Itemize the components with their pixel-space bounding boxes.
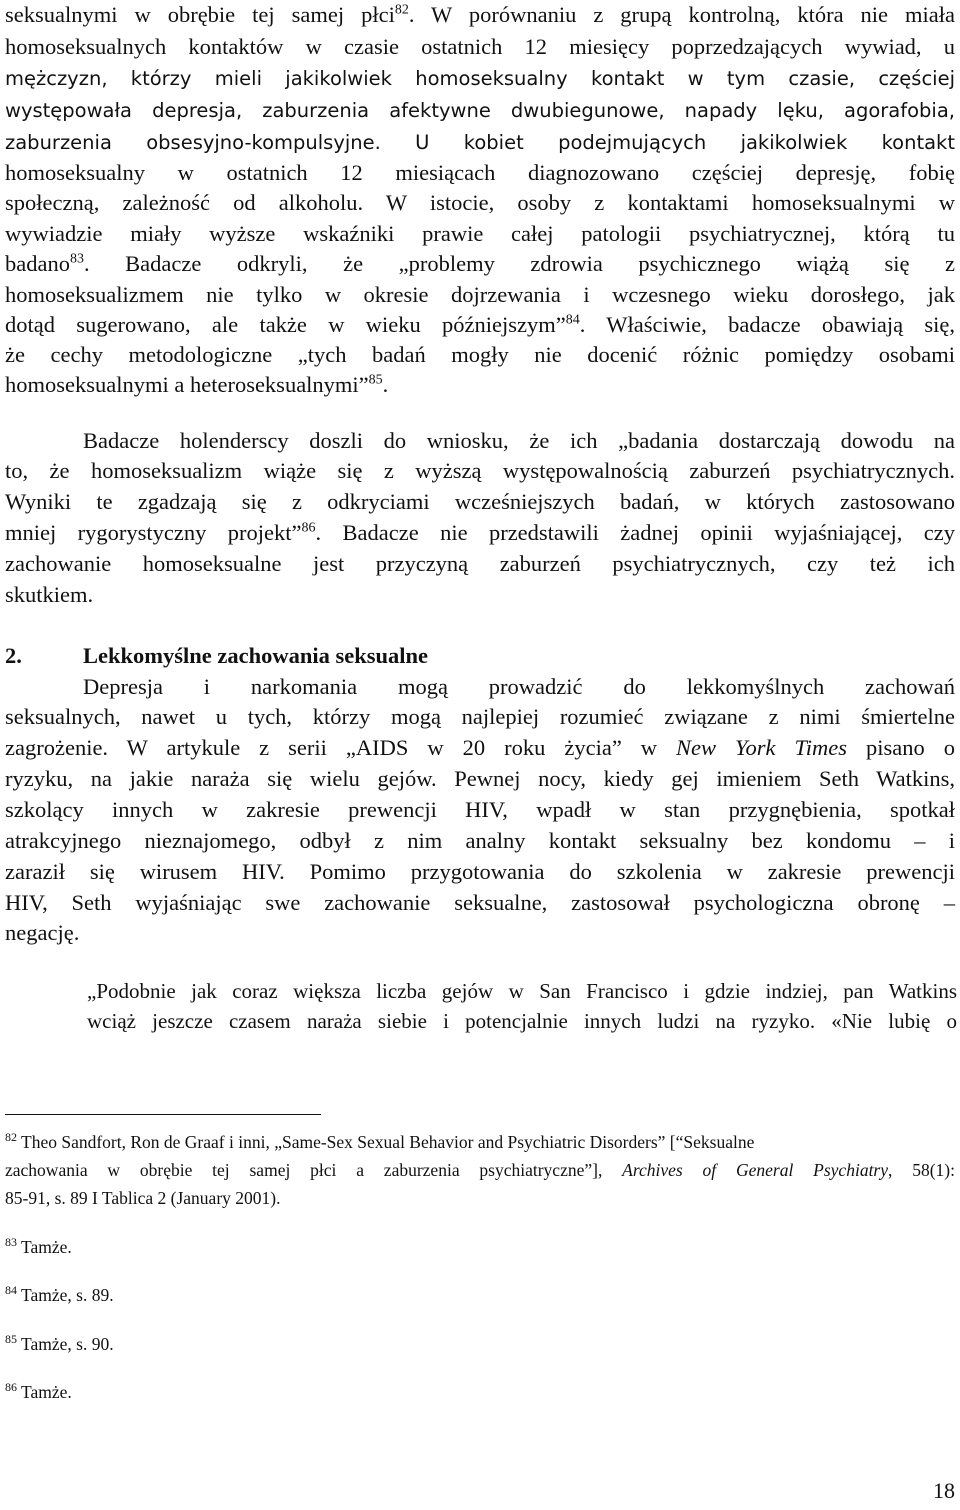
text-run: pisano o [847, 735, 955, 760]
text-run: . [382, 372, 389, 397]
body-line: Depresja i narkomania mogą prowadzić do lekkomyślnych zachowań [83, 674, 955, 699]
footnote-mark: 86 [5, 1380, 17, 1395]
text-run: . Badacze nie przedstawili żadnej opinii wyjaśniającej, czy [315, 520, 955, 545]
footnote-text: Tamże, s. 89. [21, 1285, 114, 1305]
footnote-ref[interactable]: 83 [69, 251, 84, 267]
section-heading [5, 641, 955, 671]
body-line: występowała depresja, zaburzenia afektywne dwubiegunowe, napady lęku, agorafobia, [5, 99, 955, 122]
body-line [5, 0, 955, 30]
footnote-83 [5, 1233, 955, 1261]
text-run: dotąd sugerowano, ale także w wieku późniejszym” [5, 312, 566, 337]
body-line: społeczną, zależność od alkoholu. W istocie, osoby z kontaktami homoseksualnymi w [5, 190, 955, 215]
footnote-text: Theo Sandfort, Ron de Graaf i inni, „Same-Sex Sexual Behavior and Psychiatric Disorders” [“Seksualne [21, 1132, 755, 1152]
footnote-ref[interactable]: 86 [301, 520, 316, 536]
body-line: homoseksualny w ostatnich 12 miesiącach diagnozowano częściej depresję, fobię [5, 160, 955, 185]
body-line: homoseksualizmem nie tylko w okresie dojrzewania i wczesnego wieku dorosłego, jak [5, 282, 955, 307]
footnote-ref[interactable]: 82 [394, 2, 409, 18]
body-line: zaraził się wirusem HIV. Pomimo przygotowania do szkolenia w zakresie prewencji [5, 859, 955, 884]
footnote-85 [5, 1330, 955, 1358]
publication-title: New York Times [676, 735, 847, 760]
footnote-text: Tamże, s. 90. [21, 1334, 114, 1354]
quote-line: wciąż jeszcze czasem naraża siebie i potencjalnie innych ludzi na ryzyko. «Nie lubię o [87, 1009, 957, 1033]
text-run: . Właściwie, badacze obawiają się, [579, 312, 955, 337]
text-run: zagrożenie. W artykule z serii „AIDS w 20 roku życia” w [5, 735, 677, 760]
text-run: homoseksualnymi a heteroseksualnymi” [5, 372, 369, 397]
body-line: HIV, Seth wyjaśniając swe zachowanie seksualne, zastosował psychologiczna obronę – [5, 890, 955, 915]
footnote-text: zachowania w obrębie tej samej płci a zaburzenia psychiatryczne”], [5, 1160, 623, 1180]
footnote-ref[interactable]: 85 [368, 372, 383, 388]
text-run: zaburzenia obsesyjno-kompulsyjne. U kobiet podejmujących jakikolwiek kontakt [5, 131, 955, 154]
body-line: wywiadzie miały wyższe wskaźniki prawie całej patologii psychiatrycznej, którą tu [5, 221, 955, 246]
text-run: . Badacze odkryli, że „problemy zdrowia psychicznego wiążą się z [83, 251, 955, 276]
body-line: Wyniki te zgadzają się z odkryciami wcześniejszych badań, w których zastosowano [5, 489, 955, 514]
body-line: że cechy metodologiczne „tych badań mogły nie docenić różnic pomiędzy osobami [5, 342, 955, 367]
body-line: szkolący innych w zakresie prewencji HIV, wpadł w stan przygnębienia, spotkał [5, 797, 955, 822]
footnote-text: Tamże. [21, 1237, 72, 1257]
footnote-text: Tamże. [21, 1382, 72, 1402]
text-run: mniej rygorystyczny projekt” [5, 520, 302, 545]
footnote-mark: 85 [5, 1332, 17, 1347]
footnote-mark: 84 [5, 1283, 17, 1298]
text-run: badano [5, 251, 70, 276]
body-line: homoseksualnych kontaktów w czasie ostatnich 12 miesięcy poprzedzających wywiad, u [5, 34, 955, 59]
body-line [5, 518, 955, 548]
footnote-mark: 83 [5, 1235, 17, 1250]
footnote-mark: 82 [5, 1130, 17, 1145]
footnote-text: , 58(1): [888, 1160, 955, 1180]
text-run: seksualnymi w obrębie tej samej płci [5, 2, 395, 27]
body-line [5, 127, 955, 157]
section-title: Lekkomyślne zachowania seksualne [83, 643, 429, 668]
body-line: negację. [5, 920, 80, 945]
body-line: ryzyku, na jakie naraża się wielu gejów. Pewnej nocy, kiedy gej imieniem Seth Watkins, [5, 766, 955, 791]
journal-title: Archives of General Psychiatry [622, 1160, 889, 1180]
body-line: atrakcyjnego nieznajomego, odbył z nim analny kontakt seksualny bez kondomu – i [5, 828, 955, 853]
body-line: Badacze holenderscy doszli do wniosku, że ich „badania dostarczają dowodu na [83, 428, 955, 453]
body-line: skutkiem. [5, 582, 94, 607]
body-line: zachowanie homoseksualne jest przyczyną zaburzeń psychiatrycznych, czy też ich [5, 551, 955, 576]
footnote-separator [5, 1114, 321, 1115]
body-line: seksualnych, nawet u tych, którzy mogą najlepiej rozumieć związane z nimi śmiertelne [5, 704, 955, 729]
footnote-82-line [5, 1156, 955, 1184]
section-number: 2. [5, 643, 22, 668]
body-line: mężczyzn, którzy mieli jakikolwiek homoseksualny kontakt w tym czasie, częściej [5, 67, 955, 90]
footnote-82-line: 85-91, s. 89 I Tablica 2 (January 2001). [5, 1188, 281, 1208]
footnote-84 [5, 1281, 955, 1309]
footnote-82 [5, 1128, 955, 1156]
body-line [5, 370, 955, 400]
body-line [5, 733, 955, 763]
text-run: . W porównaniu z grupą kontrolną, która nie miała [408, 2, 956, 27]
quote-line: „Podobnie jak coraz większa liczba gejów w San Francisco i gdzie indziej, pan Watkins [87, 979, 957, 1003]
body-line [5, 310, 955, 340]
page-number: 18 [933, 1478, 955, 1503]
body-line: to, że homoseksualizm wiąże się z wyższą występowalnością zaburzeń psychiatrycznych. [5, 458, 955, 483]
body-line [5, 249, 955, 279]
footnote-ref[interactable]: 84 [565, 312, 580, 328]
footnote-86 [5, 1378, 955, 1406]
